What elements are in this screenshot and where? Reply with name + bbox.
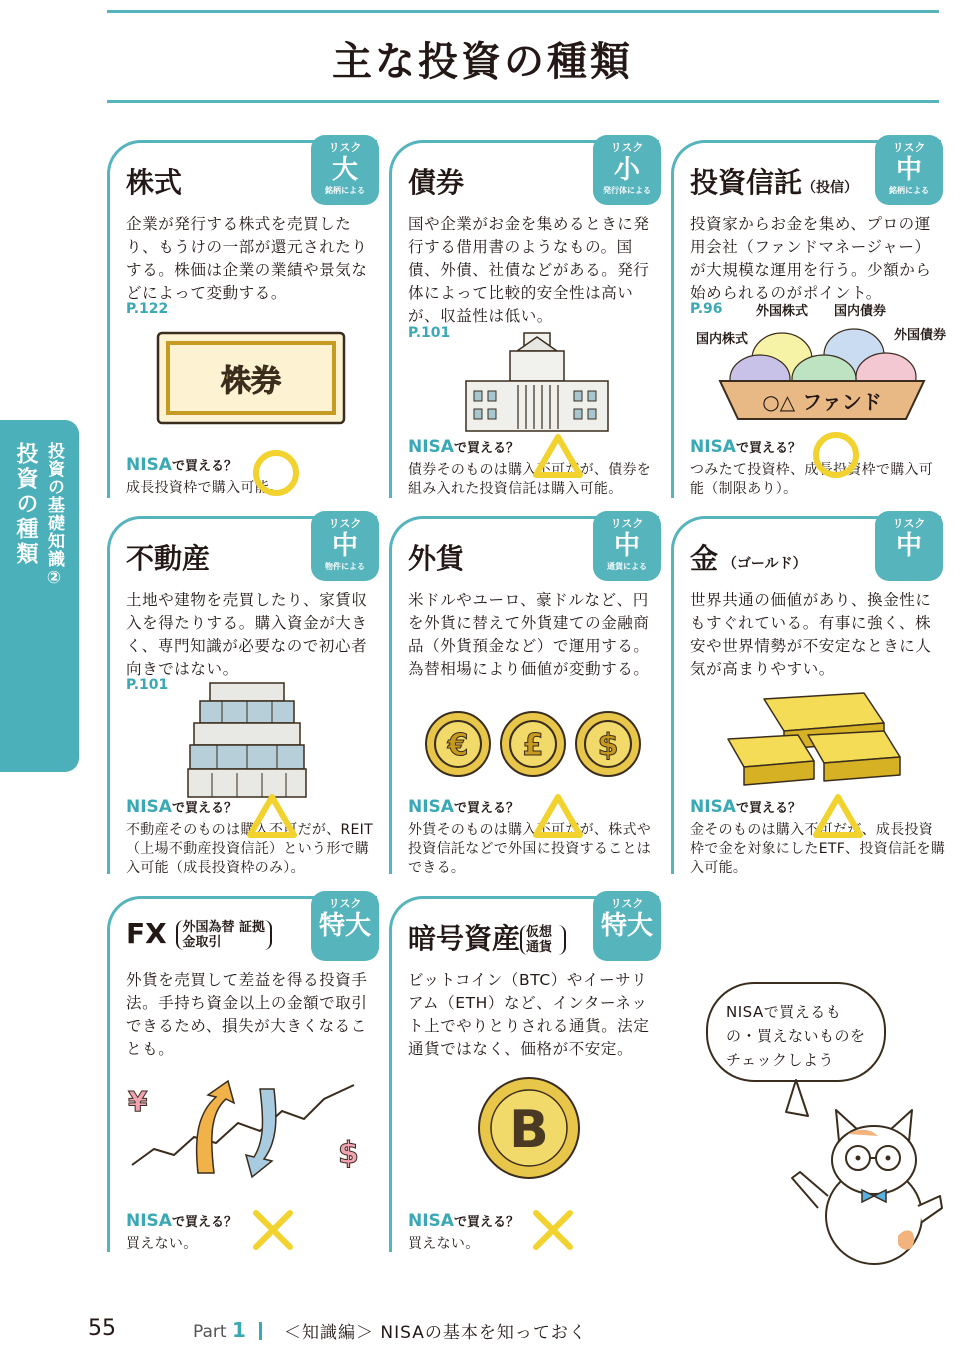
nisa-label: NISA — [126, 455, 172, 475]
nisa-note: つみたて投資枠、成長投資枠で購入可能（制限あり）。 — [690, 462, 934, 497]
card-title-main: 投資信託 — [690, 166, 803, 199]
page-number: 55 — [88, 1316, 116, 1341]
nisa-question — [126, 455, 237, 475]
risk-level: 小 — [613, 155, 640, 185]
card-subtitle: 外国為替 証拠金取引 — [176, 920, 272, 950]
card-description: ビットコイン（BTC）やイーサリアム（ETH）など、インターネット上でやりとりされる通貨。法定通貨ではなく、価格が不安定。 — [408, 971, 650, 1058]
nisa-note: 債券そのものは購入不可だが、債券を組み入れた投資信託は購入可能。 — [408, 462, 652, 497]
card-investment-trust — [671, 140, 947, 498]
stock-certificate-illustration — [156, 331, 346, 427]
bitcoin-icon: B — [509, 1100, 549, 1160]
page-reference: P.101 — [408, 325, 451, 341]
footer-divider — [259, 1322, 262, 1340]
nisa-note: 買えない。 — [408, 1236, 480, 1252]
nisa-label: NISA — [126, 797, 172, 817]
risk-note: 通貨による — [607, 562, 647, 571]
risk-badge — [875, 511, 943, 581]
nisa-note: 成長投資枠で購入可能。 — [126, 480, 284, 496]
risk-label: リスク — [610, 141, 644, 154]
card-subtitle: 仮想 通貨 — [520, 925, 566, 955]
nisa-question-text: で買える？ — [735, 801, 801, 816]
part-label — [193, 1318, 246, 1342]
government-building-illustration — [462, 325, 612, 435]
nisa-note: 不動産そのものは購入不可だが、REIT（上場不動産投資信託）という形で購入可能（成長投資枠のみ）。 — [126, 822, 373, 876]
triangle-mark-icon — [530, 791, 586, 841]
risk-label: リスク — [328, 141, 362, 154]
risk-label: リスク — [892, 141, 926, 154]
pound-icon: £ — [522, 728, 544, 763]
fund-label-domestic-stocks: 国内株式 — [696, 332, 749, 347]
nisa-question-text: で買える？ — [171, 459, 237, 474]
nisa-question — [126, 1211, 237, 1231]
nisa-question-text: で買える？ — [735, 441, 801, 456]
risk-level: 中 — [613, 531, 640, 561]
fund-label-foreign-bonds: 外国債券 — [894, 328, 947, 343]
euro-icon: € — [447, 728, 469, 763]
card-stocks — [107, 140, 377, 498]
risk-badge — [593, 135, 661, 205]
fund-basket-illustration — [694, 299, 964, 425]
card-title: 株式 — [126, 166, 183, 199]
triangle-mark-icon — [530, 431, 586, 481]
circle-mark-icon — [250, 447, 302, 499]
card-title: 外貨 — [408, 542, 465, 575]
page-reference: P.101 — [126, 677, 169, 693]
nisa-label: NISA — [126, 1211, 172, 1231]
risk-label: リスク — [610, 897, 644, 910]
nisa-question-text: で買える？ — [453, 441, 519, 456]
cross-mark-icon — [528, 1205, 578, 1255]
card-title-main: FX — [126, 917, 167, 950]
side-tab-chapter: 投資の基礎知識② — [44, 442, 64, 589]
risk-level: 中 — [331, 531, 358, 561]
card-title-main: 暗号資産 — [408, 922, 521, 955]
card-subtitle: （ゴールド） — [718, 556, 807, 572]
nisa-label: NISA — [690, 797, 736, 817]
nisa-label: NISA — [408, 797, 454, 817]
card-title: 不動産 — [126, 542, 211, 575]
nisa-question — [690, 437, 801, 457]
card-description: 外貨を売買して差益を得る投資手法。手持ち資金以上の金額で取引できるため、損失が大きくなることも。 — [126, 971, 368, 1058]
building-illustration — [182, 675, 312, 799]
card-foreign-currency — [389, 516, 659, 874]
card-subtitle: （投信） — [802, 180, 859, 196]
risk-note: 銘柄による — [325, 186, 365, 195]
part-label-text: Part — [193, 1322, 227, 1342]
nisa-question — [408, 1211, 519, 1231]
risk-level: 大 — [331, 155, 358, 185]
card-gold — [671, 516, 946, 876]
nisa-label: NISA — [690, 437, 736, 457]
page-title: 主な投資の種類 — [332, 39, 633, 85]
card-crypto — [389, 896, 659, 1252]
cross-mark-icon — [248, 1205, 298, 1255]
card-title: 債券 — [408, 166, 465, 199]
risk-level: 中 — [895, 155, 922, 185]
card-bonds — [389, 140, 659, 498]
risk-label: リスク — [328, 897, 362, 910]
card-real-estate — [107, 516, 377, 874]
card-description: 企業が発行する株式を売買したり、もうけの一部が還元されたりする。株価は企業の業績や景気などによって変動する。 — [126, 215, 368, 302]
card-title — [126, 917, 272, 950]
nisa-question — [126, 797, 237, 817]
risk-badge — [311, 891, 379, 961]
speech-bubble-text: NISAで買えるもの・買えないものをチェックしよう — [726, 1003, 866, 1069]
bitcoin-illustration — [474, 1073, 584, 1183]
nisa-label: NISA — [408, 437, 454, 457]
nisa-question-text: で買える？ — [453, 1215, 519, 1230]
nisa-question-text: で買える？ — [171, 801, 237, 816]
coins-illustration — [422, 707, 644, 781]
card-description: 米ドルやユーロ、豪ドルなど、円を外貨に替えて外貨建ての金融商品（外貨預金など）で運用する。為替相場により価値が変動する。 — [408, 591, 650, 678]
risk-note: 銘柄による — [889, 186, 929, 195]
risk-badge — [311, 135, 379, 205]
card-fx — [107, 896, 377, 1252]
risk-label: リスク — [610, 517, 644, 530]
page-reference: P.96 — [690, 301, 723, 317]
risk-badge — [311, 511, 379, 581]
fund-basket-label: ○△ ファンド — [762, 390, 882, 414]
card-title — [690, 161, 858, 201]
risk-note: 発行体による — [603, 186, 651, 195]
risk-badge — [593, 511, 661, 581]
card-title — [408, 917, 566, 957]
nisa-note: 金そのものは購入不可だが、成長投資枠で金を対象にしたETF、投資信託を購入可能。 — [690, 822, 946, 876]
risk-level: 特大 — [600, 911, 653, 941]
dollar-icon: $ — [597, 728, 619, 763]
nisa-question — [408, 437, 519, 457]
side-tab-topic: 投資の種類 — [13, 442, 38, 567]
fund-label-domestic-bonds: 国内債券 — [834, 304, 887, 319]
risk-label: リスク — [892, 517, 926, 530]
fx-chart-illustration — [124, 1077, 374, 1181]
risk-badge — [875, 135, 943, 205]
fund-label-foreign-stocks: 外国株式 — [756, 304, 809, 319]
speech-bubble — [706, 982, 886, 1082]
card-title — [690, 537, 807, 577]
card-subtitle-text: 投信 — [816, 180, 845, 196]
nisa-question — [690, 797, 801, 817]
triangle-mark-icon — [244, 791, 300, 841]
nisa-label: NISA — [408, 1211, 454, 1231]
risk-level: 中 — [895, 531, 922, 561]
risk-label: リスク — [328, 517, 362, 530]
nisa-question-text: で買える？ — [171, 1215, 237, 1230]
nisa-note: 買えない。 — [126, 1236, 198, 1252]
side-tab — [0, 420, 79, 772]
card-subtitle-text: ゴールド — [736, 556, 793, 572]
gold-bars-illustration — [724, 683, 904, 787]
risk-level: 特大 — [318, 911, 371, 941]
card-description: 土地や建物を売買したり、家賃収入を得たりする。購入資金が大きく、専門知識が必要なので初心者向きではない。 — [126, 591, 368, 678]
title-underline — [107, 100, 939, 103]
circle-mark-icon — [810, 429, 862, 481]
part-number: 1 — [231, 1318, 246, 1342]
card-description: 世界共通の価値があり、換金性にもすぐれている。有事に強く、株安や世界情勢が不安定なときに人気が高まりやすい。 — [690, 591, 932, 678]
yen-icon: ¥ — [128, 1085, 148, 1118]
nisa-note: 外貨そのものは購入不可だが、株式や投資信託などで外国に投資することはできる。 — [408, 822, 652, 876]
dollar-icon: $ — [338, 1136, 359, 1171]
risk-badge — [593, 891, 661, 961]
certificate-text: 株券 — [221, 364, 281, 399]
footer-section: ＜知識編＞ NISAの基本を知っておく — [284, 1323, 587, 1343]
card-description: 投資家からお金を集め、プロの運用会社（ファンドマネージャー）が大規模な運用を行う。少額から始められるのがポイント。 — [690, 215, 932, 302]
card-description: 国や企業がお金を集めるときに発行する借用書のようなもの。国債、外債、社債などがある。発行体によって比較的安全性は高いが、収益性は低い。 — [408, 215, 650, 325]
cat-mascot-illustration — [778, 1076, 948, 1272]
nisa-question-text: で買える？ — [453, 801, 519, 816]
nisa-question — [408, 797, 519, 817]
card-title-main: 金 — [690, 542, 719, 575]
triangle-mark-icon — [810, 791, 866, 841]
page-reference: P.122 — [126, 301, 169, 317]
top-rule — [107, 10, 939, 13]
risk-note: 物件による — [325, 562, 365, 571]
